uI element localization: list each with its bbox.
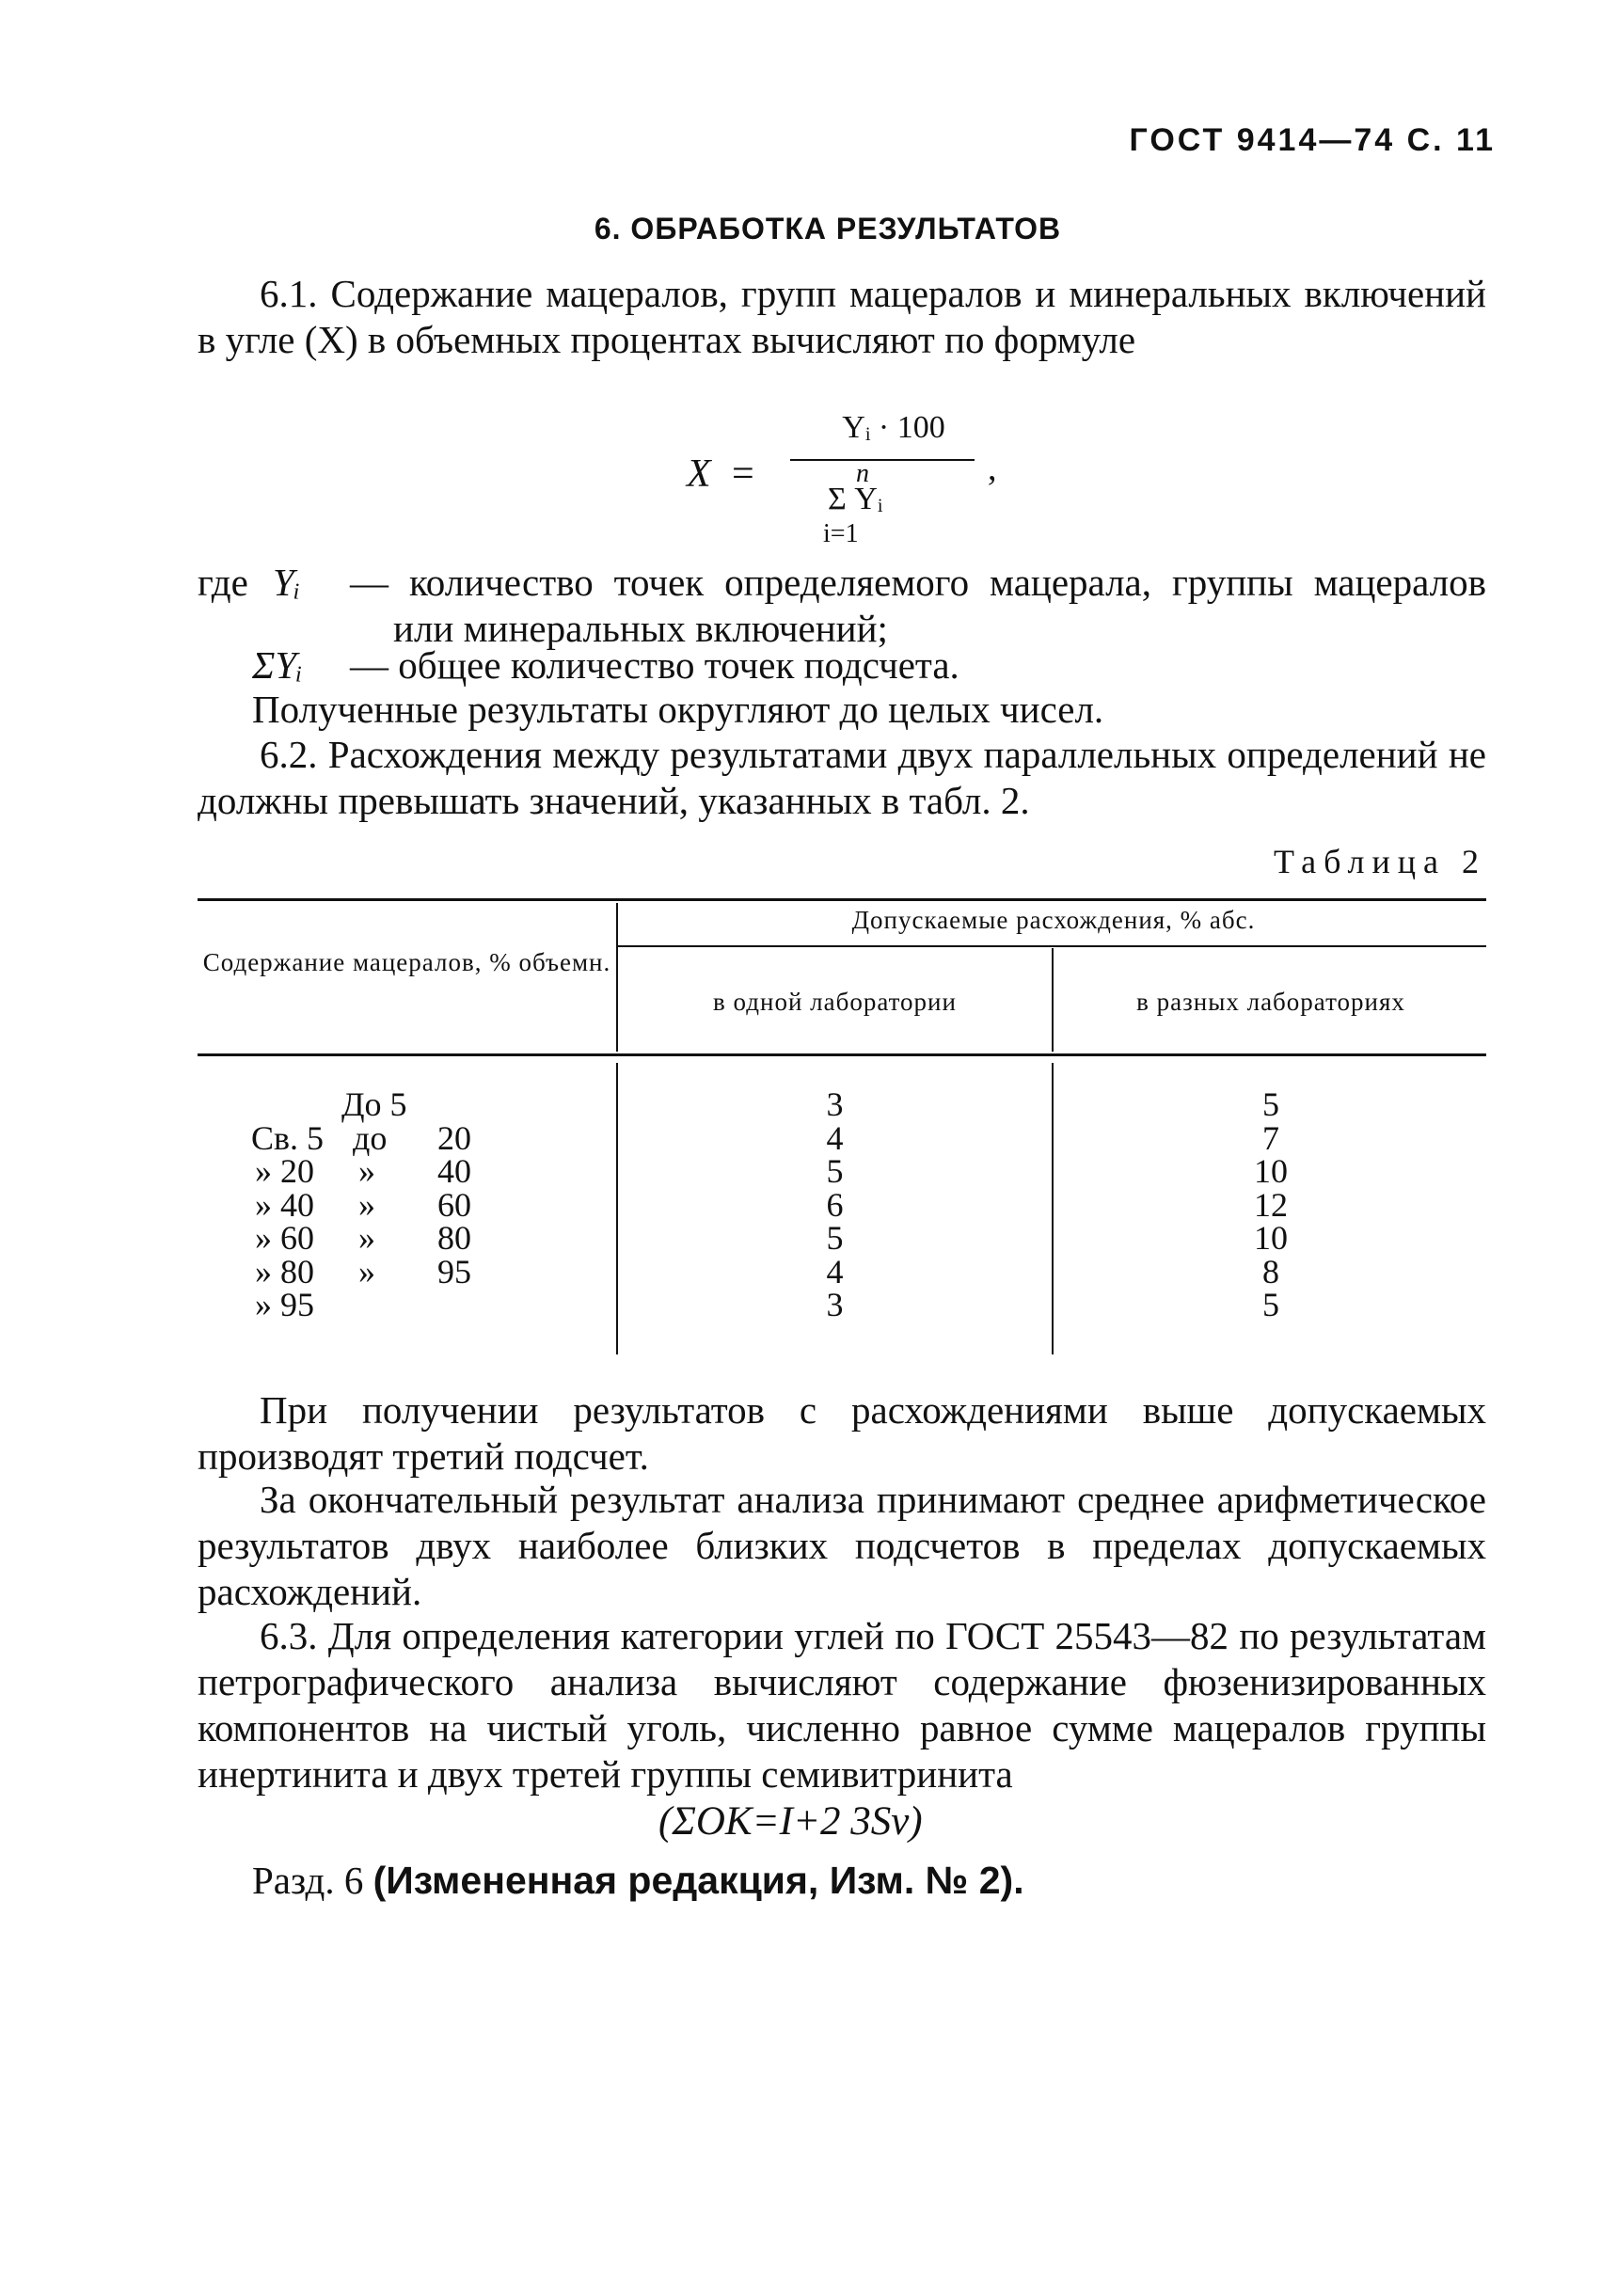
row-range-start: » 20	[255, 1152, 314, 1190]
formula-lhs: X	[687, 452, 711, 496]
fraction-bar	[790, 459, 975, 461]
cell-diff-labs: 10	[1254, 1152, 1288, 1190]
row-range-sep: до	[353, 1118, 388, 1157]
row-range-start: » 95	[255, 1286, 314, 1323]
cell-diff-labs: 5	[1262, 1286, 1279, 1323]
row-range-start: До 5	[341, 1085, 407, 1123]
paragraph-6-3	[198, 1613, 1486, 1797]
col-header-content: Содержание мацералов, % объемн.	[202, 948, 611, 976]
group-header-rule	[616, 945, 1486, 947]
rounding-note: Полученные результаты округляют до целых чисел.	[252, 688, 1104, 731]
row-range-end: 60	[437, 1185, 471, 1224]
column-diff-labs	[1055, 1085, 1486, 1323]
definition-y-text: — количество точек определяемого мацерала, группы мацералов или минеральных включений;	[350, 561, 1486, 650]
definition-sum-text: — общее количество точек подсчета.	[350, 643, 959, 687]
row-range-end: 80	[437, 1219, 471, 1257]
table-vline-1-header	[616, 903, 618, 1052]
cell-one-lab: 4	[826, 1118, 844, 1157]
row-range-start: » 60	[255, 1219, 314, 1257]
amendment-bold: (Измененная редакция, Изм. № 2).	[373, 1859, 1024, 1902]
amendment-note	[252, 1858, 1024, 1903]
fusinite-sum-formula: (ΣOK=I+2 3Sv)	[658, 1799, 923, 1844]
row-range-start: » 80	[255, 1252, 314, 1291]
col-header-diff-labs: в разных лабораториях	[1136, 988, 1405, 1016]
table-row	[202, 1152, 607, 1190]
table-row	[202, 1185, 607, 1224]
row-range-sep: »	[358, 1219, 375, 1257]
table-caption: Таблица 2	[1274, 843, 1486, 880]
cell-one-lab: 3	[826, 1085, 844, 1123]
table-header-bottom-rule	[198, 1053, 1486, 1056]
row-range-sep: »	[358, 1252, 375, 1291]
table-vline-2-header	[1052, 948, 1054, 1052]
formula-numerator: Yᵢ · 100	[842, 410, 945, 445]
amendment-prefix: Разд. 6	[252, 1859, 373, 1902]
definition-symbol-sum: ΣYᵢ	[252, 643, 303, 687]
col-header-one-lab: в одной лаборатории	[713, 988, 957, 1016]
paragraph-third-count	[198, 1387, 1486, 1480]
paragraph-6-2-text: 6.2. Расхождения между результатами двух параллельных определений не должны превышать значений, указанных в табл. 2.	[198, 733, 1486, 822]
formula-sum-lower-limit: i=1	[823, 519, 859, 548]
row-range-end: 40	[437, 1152, 471, 1190]
row-range-sep: »	[358, 1185, 375, 1224]
table-row	[202, 1252, 607, 1291]
row-range-end: 95	[437, 1252, 471, 1291]
paragraph-6-2	[198, 732, 1486, 824]
table-body	[202, 1085, 607, 1323]
paragraph-final-result	[198, 1477, 1486, 1615]
cell-diff-labs: 5	[1262, 1085, 1279, 1123]
formula-denominator-sum: Σ Yᵢ	[828, 482, 883, 516]
table-vline-1-body	[616, 1063, 618, 1354]
cell-one-lab: 4	[826, 1252, 844, 1291]
section-title: 6. ОБРАБОТКА РЕЗУЛЬТАТОВ	[594, 212, 1062, 245]
row-range-end: 20	[437, 1118, 471, 1157]
definition-y	[350, 560, 1486, 652]
page-header-reference: ГОСТ 9414—74 С. 11	[1129, 122, 1496, 158]
cell-one-lab: 5	[826, 1219, 844, 1257]
where-label: где	[198, 561, 248, 604]
formula-comma: ,	[988, 449, 997, 488]
paragraph-third-count-text: При получении результатов с расхождениями выше допускаемых производят третий подсчет.	[198, 1388, 1486, 1478]
column-one-lab	[621, 1085, 1049, 1323]
table-row	[202, 1118, 607, 1157]
row-range-start: Св. 5	[251, 1118, 325, 1157]
formula-sum-upper-limit: n	[856, 459, 869, 488]
row-range-start: » 40	[255, 1185, 314, 1224]
cell-one-lab: 3	[826, 1286, 844, 1323]
paragraph-6-3-text: 6.3. Для определения категории углей по ГОСТ 25543—82 по результатам петрографического анализа вычисляют содержание фюзенизированных компонентов на чистый уголь, численно равное сумме мацералов группы инертинита и двух третей группы семивитринита	[198, 1614, 1486, 1796]
cell-diff-labs: 12	[1254, 1185, 1288, 1224]
table-row	[202, 1085, 607, 1123]
formula-equals: =	[732, 452, 754, 496]
table-vline-2-body	[1052, 1063, 1054, 1354]
col-group-header: Допускаемые расхождения, % абс.	[851, 906, 1256, 934]
cell-diff-labs: 8	[1262, 1252, 1279, 1291]
row-range-sep: »	[358, 1152, 375, 1190]
definition-symbol-y: Yᵢ	[273, 561, 301, 604]
table-row	[202, 1219, 607, 1257]
paragraph-final-result-text: За окончательный результат анализа принимают среднее арифметическое результатов двух наиболее близких подсчетов в пределах допускаемых расхождений.	[198, 1478, 1486, 1613]
volume-percent-formula	[687, 410, 1025, 564]
cell-diff-labs: 7	[1262, 1118, 1279, 1157]
cell-one-lab: 6	[826, 1185, 844, 1224]
paragraph-6-1-text: 6.1. Содержание мацералов, групп мацералов и минеральных включений в угле (X) в объемных процентах вычисляют по формуле	[198, 272, 1486, 361]
cell-diff-labs: 10	[1254, 1219, 1288, 1257]
paragraph-6-1	[198, 271, 1486, 363]
table-row	[202, 1286, 607, 1323]
table-top-rule	[198, 898, 1486, 901]
cell-one-lab: 5	[826, 1152, 844, 1190]
